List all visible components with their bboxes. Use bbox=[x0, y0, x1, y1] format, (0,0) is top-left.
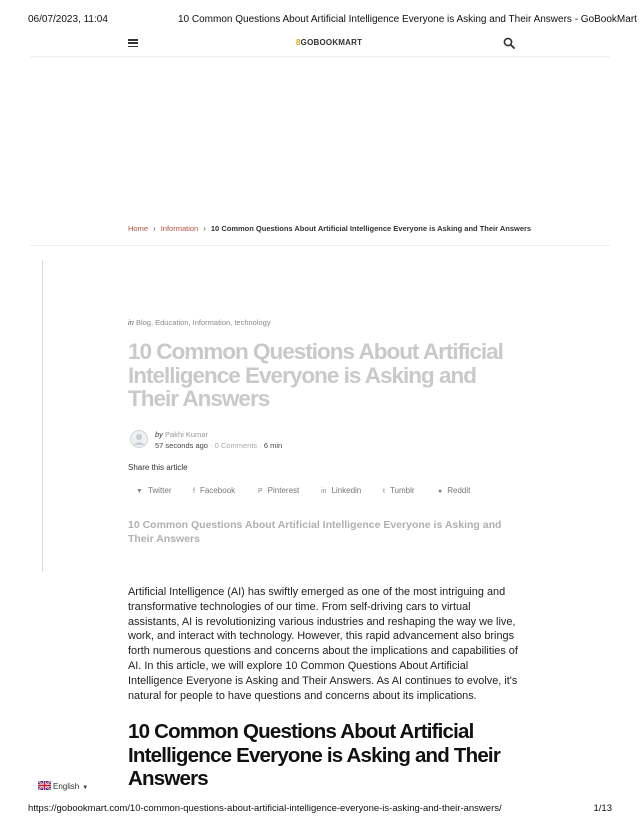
post-categories bbox=[128, 318, 271, 327]
breadcrumb-current: 10 Common Questions About Artificial Intelligence Everyone is Asking and Their Answers bbox=[210, 224, 532, 233]
read-time: 6 min bbox=[263, 441, 283, 450]
post-title: 10 Common Questions About Artificial Intelligence Everyone is Asking and Their Answers bbox=[128, 339, 503, 411]
share-pinterest-label: Pinterest bbox=[267, 486, 300, 495]
print-page-title: 10 Common Questions About Artificial Intelligence Everyone is Asking and Their Answers - GoBookMart bbox=[178, 14, 637, 25]
header-shadow bbox=[30, 56, 610, 58]
logo-glyph: 8 bbox=[296, 38, 301, 47]
post-meta bbox=[155, 441, 282, 450]
site-header bbox=[30, 34, 610, 56]
caret-down-icon: ▼ bbox=[82, 785, 89, 791]
categories-in-label: in bbox=[128, 318, 134, 327]
share-pinterest-button[interactable] bbox=[258, 486, 299, 495]
print-footer bbox=[28, 803, 612, 817]
share-facebook-label: Facebook bbox=[199, 486, 236, 495]
avatar[interactable] bbox=[130, 430, 148, 448]
uk-flag-icon bbox=[38, 781, 51, 790]
share-linkedin-label: Linkedin bbox=[331, 486, 362, 495]
breadcrumb bbox=[128, 224, 531, 233]
share-tumblr-button[interactable] bbox=[383, 486, 415, 495]
share-twitter-label: Twitter bbox=[147, 486, 172, 495]
print-datetime: 06/07/2023, 11:04 bbox=[28, 14, 108, 25]
print-url: https://gobookmart.com/10-common-questions-about-artificial-intelligence-everyone-is-asking-and-their-answers/ bbox=[28, 803, 502, 814]
intro-paragraph: Artificial Intelligence (AI) has swiftly emerged as one of the most intriguing and transformative technologies of our time. From self-driving cars to virtual assistants, AI is revolutionizing various industries and reshaping the way we live, work, and interact with technology. However, this rapid advancement also brings forth numerous questions and concerns about the implications and capabilities of AI. In this article, we will explore 10 Common Questions About Artificial Intelligence Everyone is Asking and Their Answers. As AI continues to evolve, it's natural for people to have questions and concerns about its implications. bbox=[128, 586, 518, 702]
chevron-right-icon: › bbox=[203, 224, 206, 233]
meta-separator: · bbox=[207, 441, 215, 450]
facebook-icon: f bbox=[193, 488, 195, 495]
twitter-icon: ▼ bbox=[136, 488, 143, 495]
search-icon[interactable] bbox=[503, 37, 515, 49]
logo-text: GOBOOKMART bbox=[300, 38, 363, 47]
meta-separator: · bbox=[257, 441, 264, 450]
post-subtitle: 10 Common Questions About Artificial Intelligence Everyone is Asking and Their Answers bbox=[128, 519, 502, 545]
share-facebook-button[interactable] bbox=[193, 486, 235, 495]
comments-link[interactable]: 0 Comments bbox=[214, 441, 258, 450]
site-logo[interactable] bbox=[296, 38, 362, 47]
language-label: English bbox=[53, 782, 80, 791]
chevron-right-icon: › bbox=[153, 224, 156, 233]
print-header bbox=[28, 14, 637, 28]
share-reddit-button[interactable] bbox=[438, 486, 470, 495]
categories-links[interactable]: Blog, Education, Information, technology bbox=[135, 318, 271, 327]
author-name-link[interactable]: Pakhi Kumar bbox=[165, 430, 208, 439]
breadcrumb-divider bbox=[30, 245, 610, 246]
user-avatar-icon bbox=[130, 430, 148, 448]
author-prefix: by bbox=[155, 430, 163, 439]
left-rule bbox=[42, 260, 43, 572]
author-text bbox=[155, 430, 282, 450]
pinterest-icon: P bbox=[258, 488, 263, 495]
language-switcher[interactable] bbox=[38, 781, 88, 791]
share-label: Share this article bbox=[128, 463, 188, 472]
post-time-ago: 57 seconds ago bbox=[155, 441, 208, 450]
share-reddit-label: Reddit bbox=[447, 486, 471, 495]
reddit-icon: ● bbox=[438, 488, 443, 495]
share-twitter-button[interactable] bbox=[136, 486, 172, 495]
section-heading: 10 Common Questions About Artificial Intelligence Everyone is Asking and Their Answers bbox=[128, 720, 501, 790]
breadcrumb-home-link[interactable]: Home bbox=[128, 224, 149, 233]
tumblr-icon: t bbox=[383, 488, 385, 495]
print-page-number: 1/13 bbox=[593, 803, 612, 814]
share-linkedin-button[interactable] bbox=[321, 486, 361, 495]
share-tumblr-label: Tumblr bbox=[389, 486, 415, 495]
breadcrumb-category-link[interactable]: Information bbox=[160, 224, 199, 233]
hamburger-menu-icon[interactable] bbox=[128, 39, 138, 47]
linkedin-icon: in bbox=[321, 488, 327, 495]
